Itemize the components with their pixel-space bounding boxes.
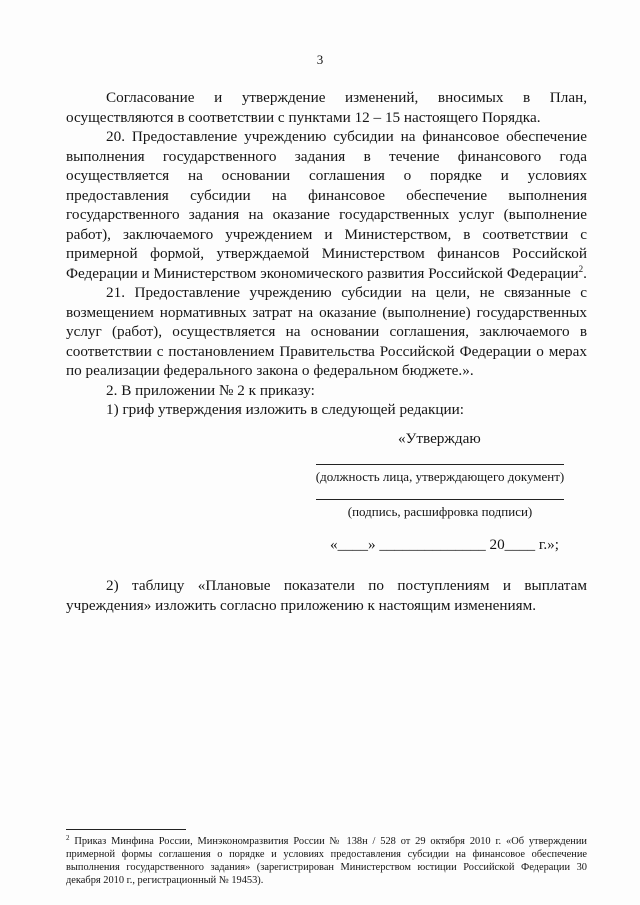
footnote-separator (66, 829, 186, 830)
paragraph-appendix-2: 2. В приложении № 2 к приказу: (106, 381, 315, 399)
paragraph-approval-procedure: Согласование и утверждение изменений, вносимых в План, осуществляются в соответствии с пунктами 12 – 15 настоящего Порядка. (66, 89, 587, 126)
page-number: 3 (316, 52, 324, 67)
paragraph-20 (66, 127, 587, 283)
signature-line (316, 499, 564, 500)
footnote (66, 835, 587, 887)
position-caption: (должность лица, утверждающего документ) (315, 469, 565, 484)
paragraph-21: 21. Предоставление учреждению субсидии на цели, не связанные с возмещением нормативных затрат на оказание (выполнение) государственных услуг (работ), осуществляется на основании соглашения, заключаемого в соответствии с постановлением Правительства Российской Федерации о мерах по реализации федерального закона о федеральном бюджете.». (66, 284, 587, 379)
approval-title: «Утверждаю (398, 430, 481, 447)
paragraph-20-text: 20. Предоставление учреждению субсидии на финансовое обеспечение выполнения государственного задания в течение финансового года осуществляется на основании соглашения о порядке и условиях предоставления субсидии на финансовое обеспечение выполнения государственного задания на оказание государственных услуг (выполнение работ), заключаемого учреждением и Министерством, в соответствии с примерной формой, утверждаемой Министерством финансов Российской Федерации и Министерством экономического развития Российской Федерации (66, 128, 587, 282)
final-section (66, 576, 587, 615)
paragraph-approval-stamp: 1) гриф утверждения изложить в следующей редакции: (106, 401, 465, 418)
footnote-number: 2 (66, 834, 70, 842)
approval-date-line: «____» ______________ 20____ г.»; (330, 536, 559, 553)
footnote-reference: 2 (578, 263, 584, 274)
footnote-text: Приказ Минфина России, Минэкономразвития России № 138н / 528 от 29 октября 2010 г. «Об утверждении примерной формы соглашения о порядке и условиях предоставления субсидии на финансовое обеспечение выполнения государственного задания» (зарегистрирован Министерством юстиции Российской Федерации 30 декабря 2010 г., регистрационный № 19453). (66, 836, 587, 886)
paragraph-20-end: . (583, 264, 587, 282)
position-signature-line (316, 464, 564, 465)
document-body (66, 88, 587, 420)
paragraph-table-replacement: 2) таблицу «Плановые показатели по поступлениям и выплатам учреждения» изложить согласно приложению к настоящим изменениям. (66, 577, 587, 614)
signature-caption: (подпись, расшифровка подписи) (347, 504, 533, 519)
